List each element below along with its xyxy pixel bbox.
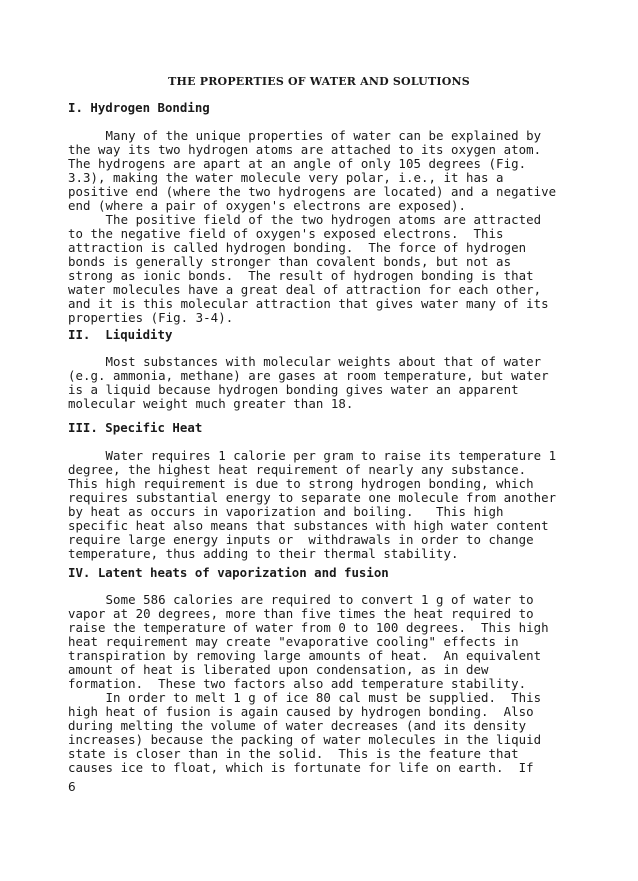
paragraph-line: water molecules have a great deal of attraction for each other, (68, 282, 542, 297)
paragraph-line: during melting the volume of water decreases (and its density (68, 718, 527, 733)
paragraph-line: the way its two hydrogen atoms are attached to its oxygen atom. (68, 142, 542, 157)
paragraph-line: state is closer than in the solid. This is the feature that (68, 746, 519, 761)
paragraph-line: The positive field of the two hydrogen atoms are attracted (68, 212, 542, 227)
paragraph-line: Many of the unique properties of water can be explained by (68, 128, 542, 143)
paragraph-line: requires substantial energy to separate one molecule from another (68, 490, 557, 505)
paragraph-line: transpiration by removing large amounts of heat. An equivalent (68, 648, 542, 663)
paragraph-line: Most substances with molecular weights about that of water (68, 354, 542, 369)
paragraph-line: (e.g. ammonia, methane) are gases at room temperature, but water (68, 368, 549, 383)
paragraph-line: strong as ionic bonds. The result of hydrogen bonding is that (68, 268, 534, 283)
paragraph-line: is a liquid because hydrogen bonding gives water an apparent (68, 382, 519, 397)
paragraph-line: causes ice to float, which is fortunate for life on earth. If (68, 760, 534, 775)
paragraph-line: raise the temperature of water from 0 to 100 degrees. This high (68, 620, 549, 635)
paragraph-line: positive end (where the two hydrogens are located) and a negative (68, 184, 557, 199)
paragraph-line: 3.3), making the water molecule very polar, i.e., it has a (68, 170, 504, 185)
paragraph-line: vapor at 20 degrees, more than five times the heat required to (68, 606, 534, 621)
paragraph-line: formation. These two factors also add temperature stability. (68, 676, 527, 691)
paragraph-line: temperature, thus adding to their thermal stability. (68, 546, 459, 561)
section-heading-latent-heats: IV. Latent heats of vaporization and fusion (68, 565, 389, 580)
page-title: THE PROPERTIES OF WATER AND SOLUTIONS (168, 75, 470, 88)
paragraph-line: to the negative field of oxygen's exposed electrons. This (68, 226, 504, 241)
paragraph-line: high heat of fusion is again caused by hydrogen bonding. Also (68, 704, 534, 719)
paragraph-line: degree, the highest heat requirement of nearly any substance. (68, 462, 527, 477)
section-heading-specific-heat: III. Specific Heat (68, 420, 203, 435)
page-number: 6 (68, 780, 76, 794)
paragraph-line: end (where a pair of oxygen's electrons are exposed). (68, 198, 467, 213)
paragraph-line: Some 586 calories are required to convert 1 g of water to (68, 592, 534, 607)
paragraph-line: specific heat also means that substances with high water content (68, 518, 549, 533)
section-heading-hydrogen-bonding: I. Hydrogen Bonding (68, 100, 210, 115)
paragraph-line: by heat as occurs in vaporization and boiling. This high (68, 504, 504, 519)
paragraph-line: and it is this molecular attraction that gives water many of its (68, 296, 549, 311)
paragraph-line: The hydrogens are apart at an angle of only 105 degrees (Fig. (68, 156, 527, 171)
section-heading-liquidity: II. Liquidity (68, 327, 173, 342)
paragraph-line: Water requires 1 calorie per gram to raise its temperature 1 (68, 448, 557, 463)
paragraph-line: In order to melt 1 g of ice 80 cal must be supplied. This (68, 690, 542, 705)
paragraph-line: molecular weight much greater than 18. (68, 396, 354, 411)
paragraph-line: increases) because the packing of water molecules in the liquid (68, 732, 542, 747)
paragraph-line: attraction is called hydrogen bonding. The force of hydrogen (68, 240, 527, 255)
paragraph-line: heat requirement may create "evaporative cooling" effects in (68, 634, 519, 649)
paragraph-line: require large energy inputs or withdrawals in order to change (68, 532, 534, 547)
paragraph-line: bonds is generally stronger than covalent bonds, but not as (68, 254, 512, 269)
paragraph-line: properties (Fig. 3-4). (68, 310, 234, 325)
paragraph-line: amount of heat is liberated upon condensation, as in dew (68, 662, 489, 677)
paragraph-line: This high requirement is due to strong hydrogen bonding, which (68, 476, 534, 491)
